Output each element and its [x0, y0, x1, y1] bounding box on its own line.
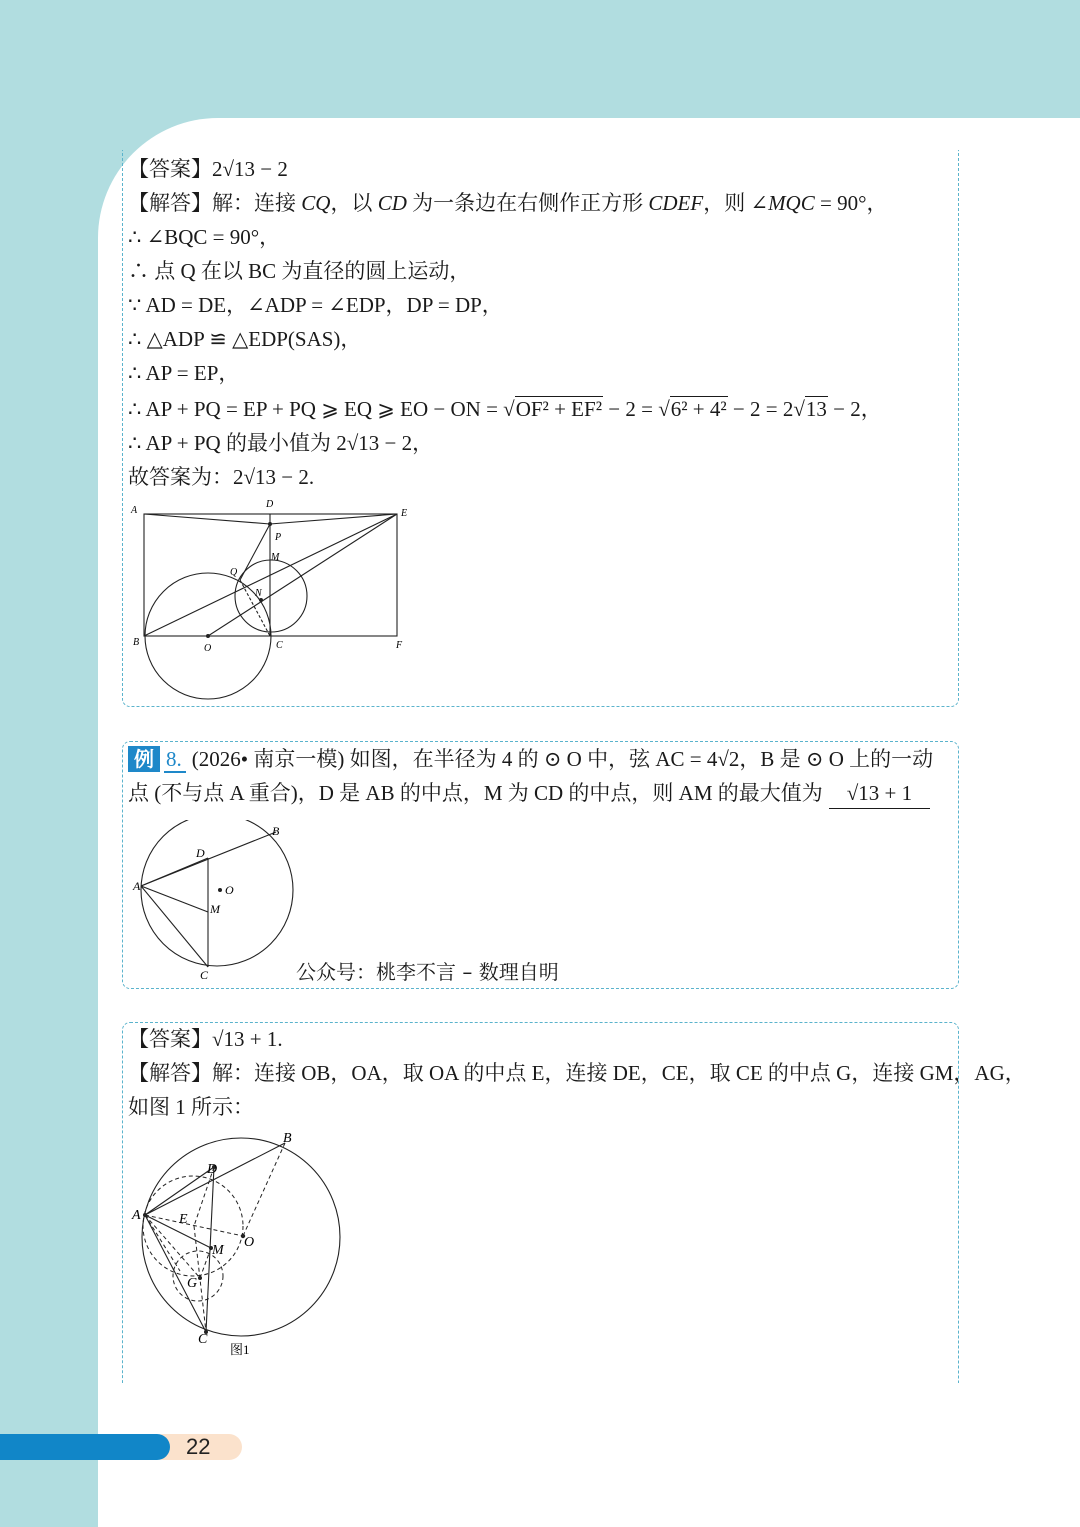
fig2-label-A: A	[132, 1208, 141, 1223]
answer1-line-4: ∴ 点 Q 在以 BC 为直径的圆上运动，	[128, 259, 471, 283]
fig1-label-C: C	[276, 640, 283, 651]
answer1-line-3: ∴ ∠BQC = 90°，	[128, 225, 281, 249]
figure-caption: 图1	[230, 1342, 250, 1357]
ex8-label-B: B	[272, 824, 280, 838]
answer1-line-1: 【答案】2√13 − 2	[128, 157, 288, 181]
fig2-label-E: E	[179, 1212, 188, 1227]
fig2-label-M: M	[212, 1243, 224, 1258]
ex8-label-C: C	[200, 968, 209, 982]
fig1-label-E: E	[401, 508, 408, 519]
fig1-label-B: B	[133, 637, 140, 648]
ex8-label-A: A	[133, 879, 141, 893]
answer2-figure	[128, 1126, 348, 1361]
answer1-line-2: 【解答】解：连接 CQ，以 CD 为一条边在右侧作正方形 CDEF，则 ∠MQC = 90°，	[128, 191, 888, 215]
ex8-label-O: O	[225, 883, 234, 897]
answer-blank: √13 + 1	[829, 778, 930, 809]
fig1-label-O: O	[204, 643, 212, 654]
example-number: 8.	[164, 747, 186, 773]
fig1-label-F: F	[396, 640, 403, 651]
fig2-label-D: D	[207, 1162, 218, 1177]
fig1-label-P: P	[275, 532, 282, 543]
fig2-label-C: C	[198, 1332, 208, 1347]
example8-line-2: 点 (不与点 A 重合)，D 是 AB 的中点，M 为 CD 的中点，则 AM 的最大值为 √13 + 1	[128, 778, 930, 809]
ex8-label-D: D	[196, 846, 205, 860]
answer1-line-10: 故答案为：2√13 − 2.	[128, 465, 315, 489]
answer1-figure	[128, 498, 418, 703]
example-badge: 例	[128, 746, 160, 772]
fig1-label-N: N	[255, 588, 262, 599]
answer1-line-7: ∴ AP = EP，	[128, 361, 240, 385]
answer1-line-5: ∵ AD = DE，∠ADP = ∠EDP，DP = DP，	[128, 293, 503, 317]
answer1-line-9: ∴ AP + PQ 的最小值为 2√13 − 2，	[128, 431, 434, 455]
fig1-label-M: M	[271, 552, 280, 563]
ex8-label-M: M	[210, 902, 220, 916]
fig2-label-B: B	[283, 1131, 292, 1146]
answer1-line-8: ∴ AP + PQ = EP + PQ ⩾ EQ ⩾ EO − ON = √OF² + EF² − 2 = √6² + 4² − 2 = 2√13 − 2，	[128, 397, 882, 421]
answer2-line-1: 【答案】√13 + 1.	[128, 1027, 283, 1051]
answer2-line-2: 【解答】解：连接 OB，OA，取 OA 的中点 E，连接 DE，CE，取 CE 的中点 G，连接 GM，AG，	[128, 1061, 1026, 1085]
example8-line-1: 例 8. (2026• 南京一模) 如图，在半径为 4 的 ⊙ O 中，弦 AC = 4√2，B 是 ⊙ O 上的一动	[128, 744, 933, 774]
example8-figure	[128, 820, 298, 985]
answer1-line-6: ∴ △ADP ≌ △EDP(SAS)，	[128, 327, 362, 351]
fig1-label-A: A	[131, 505, 138, 516]
page-number-bar	[0, 1434, 170, 1460]
page-number: 22	[186, 1434, 211, 1459]
fig2-label-O: O	[244, 1235, 255, 1250]
fig1-label-D: D	[266, 499, 274, 510]
fig2-label-G: G	[187, 1276, 198, 1291]
fig1-label-Q: Q	[230, 567, 238, 578]
answer2-line-3: 如图 1 所示：	[128, 1095, 254, 1119]
watermark-text: 公众号：桃李不言 – 数理自明	[296, 960, 559, 984]
